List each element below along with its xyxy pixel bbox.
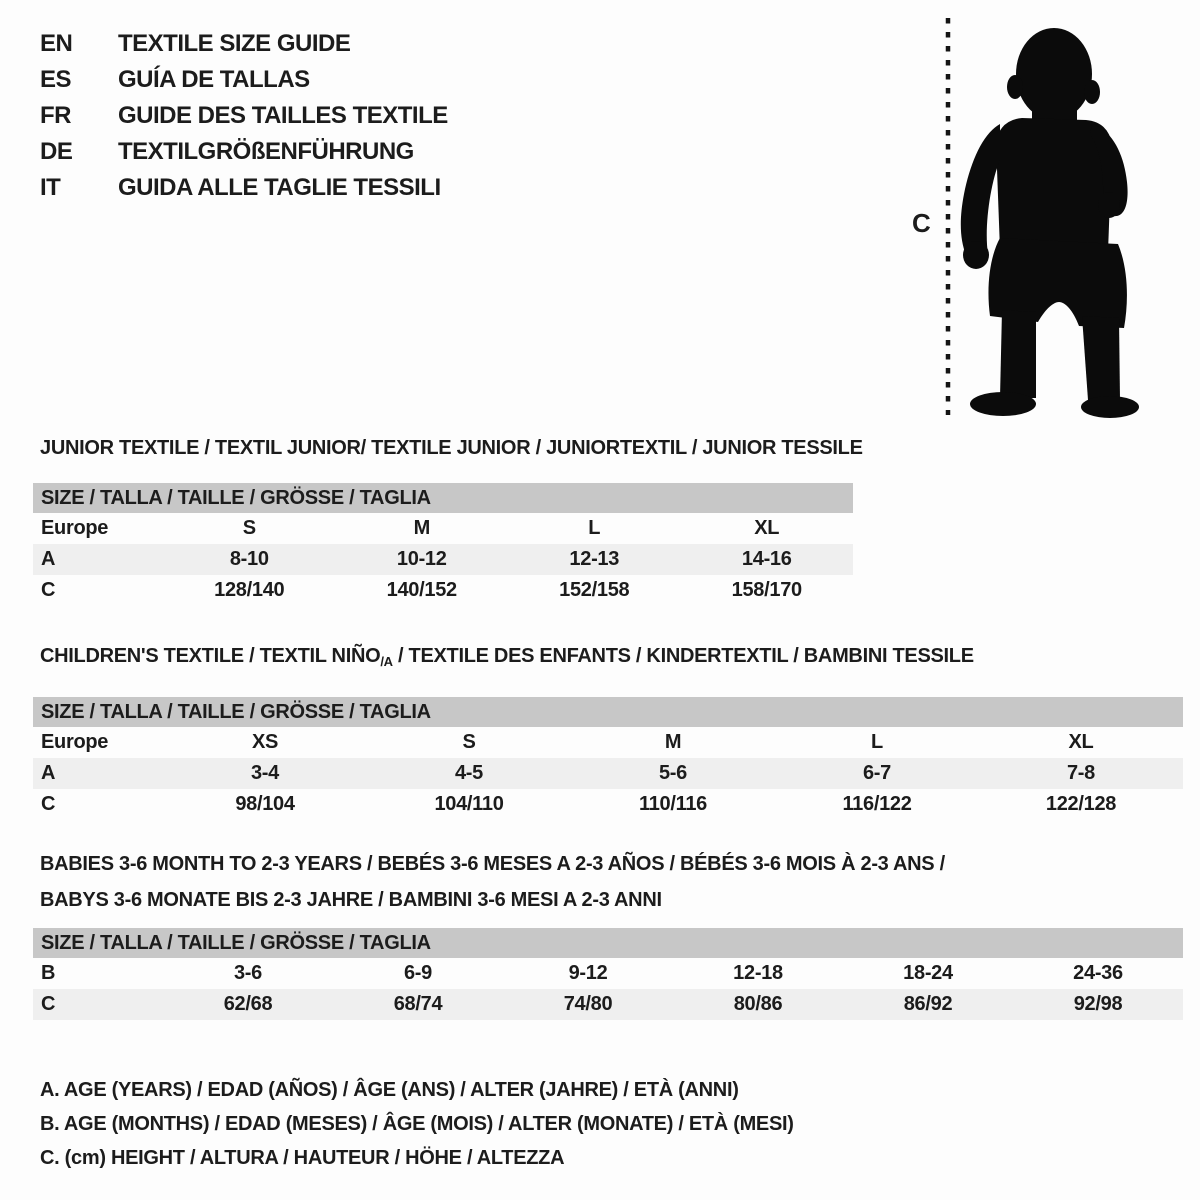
size-cell: M (413, 517, 430, 539)
table-row (33, 958, 1183, 989)
baby-height-figure (896, 12, 1158, 422)
size-cell: 4-5 (454, 762, 483, 784)
children-textile-section (33, 645, 1183, 820)
measure-legend (40, 1073, 794, 1175)
guide-title: TEXTILE SIZE GUIDE (118, 30, 351, 57)
legend-line-a: A. AGE (YEARS) / EDAD (AÑOS) / ÂGE (ANS) / ALTER (JAHRE) / ETÀ (ANNI) (40, 1079, 739, 1101)
size-cell: S (242, 517, 256, 539)
guide-title: TEXTILGRÖßENFÜHRUNG (118, 138, 414, 165)
lang-code: DE (40, 138, 73, 165)
size-cell: 24-36 (1073, 962, 1123, 984)
section-title: JUNIOR TEXTILE / TEXTIL JUNIOR/ TEXTILE JUNIOR / JUNIORTEXTIL / JUNIOR TESSILE (40, 437, 863, 459)
section-title (33, 645, 1183, 673)
row-label: Europe (41, 731, 109, 753)
size-cell: 5-6 (658, 762, 687, 784)
children-size-table (33, 727, 1183, 820)
row-label: C (41, 793, 56, 815)
title-text: / TEXTILE DES ENFANTS / KINDERTEXTIL / BAMBINI TESSILE (392, 645, 974, 667)
size-cell: 9-12 (568, 962, 608, 984)
size-cell: XL (1068, 731, 1094, 753)
size-cell: 6-7 (862, 762, 891, 784)
size-cell: XL (754, 517, 780, 539)
table-row (33, 758, 1183, 789)
title-subscript: /A (380, 654, 393, 669)
size-cell: M (664, 731, 682, 753)
lang-code: EN (40, 30, 73, 57)
guide-title: GUIDA ALLE TAGLIE TESSILI (118, 174, 441, 201)
table-row (33, 575, 853, 606)
legend-line-c: C. (cm) HEIGHT / ALTURA / HAUTEUR / HÖHE / ALTEZZA (40, 1147, 565, 1169)
toddler-silhouette-icon (896, 12, 1158, 422)
size-cell: 140/152 (386, 579, 457, 601)
size-cell: 74/80 (563, 993, 613, 1015)
table-row (33, 989, 1183, 1020)
size-cell: 12-13 (569, 548, 620, 570)
size-cell: 110/116 (639, 793, 707, 815)
size-header-bar: SIZE / TALLA / TAILLE / GRÖSSE / TAGLIA (33, 928, 1183, 958)
lang-code: ES (40, 66, 72, 93)
junior-textile-section (33, 437, 863, 606)
babies-textile-section (33, 846, 1183, 1020)
section-title (33, 846, 1183, 918)
title-line-1: BABIES 3-6 MONTH TO 2-3 YEARS / BEBÉS 3-6 MESES A 2-3 AÑOS / BÉBÉS 3-6 MOIS À 2-3 ANS / (40, 853, 945, 875)
size-cell: 128/140 (214, 579, 285, 601)
size-cell: 92/98 (1073, 993, 1123, 1015)
size-cell: 10-12 (396, 548, 447, 570)
table-row (33, 544, 853, 575)
row-label: A (41, 762, 56, 784)
height-measure-label: C (912, 208, 931, 238)
lang-code: IT (40, 174, 61, 201)
lang-row-de (40, 134, 448, 170)
size-cell: 8-10 (229, 548, 269, 570)
babies-size-table (33, 958, 1183, 1020)
title-line-2: BABYS 3-6 MONATE BIS 2-3 JAHRE / BAMBINI 3-6 MESI A 2-3 ANNI (40, 889, 662, 911)
language-title-list (40, 26, 448, 206)
guide-title: GUÍA DE TALLAS (118, 66, 310, 93)
lang-code: FR (40, 102, 71, 129)
size-cell: 14-16 (741, 548, 792, 570)
size-cell: 116/122 (842, 793, 912, 815)
size-cell: 12-18 (733, 962, 783, 984)
size-cell: 98/104 (235, 793, 295, 815)
size-cell: XS (251, 731, 279, 753)
size-cell: 158/170 (731, 579, 802, 601)
size-cell: 122/128 (1045, 793, 1117, 815)
table-row (33, 727, 1183, 758)
size-cell: 86/92 (903, 993, 953, 1015)
table-row (33, 789, 1183, 820)
row-label: C (41, 993, 56, 1015)
size-cell: 18-24 (903, 962, 953, 984)
lang-row-en (40, 26, 448, 62)
size-cell: S (462, 731, 476, 753)
lang-row-es (40, 62, 448, 98)
size-cell: L (871, 731, 883, 753)
junior-size-table (33, 513, 853, 606)
size-cell: 80/86 (733, 993, 783, 1015)
size-cell: 104/110 (434, 793, 504, 815)
size-cell: 3-6 (233, 962, 262, 984)
size-header-bar: SIZE / TALLA / TAILLE / GRÖSSE / TAGLIA (33, 697, 1183, 727)
table-row (33, 513, 853, 544)
title-text: CHILDREN'S TEXTILE / TEXTIL NIÑO (40, 645, 381, 667)
row-label: C (41, 579, 56, 601)
legend-line-b: B. AGE (MONTHS) / EDAD (MESES) / ÂGE (MOIS) / ALTER (MONATE) / ETÀ (MESI) (40, 1113, 794, 1135)
size-cell: L (588, 517, 601, 539)
size-cell: 152/158 (559, 579, 630, 601)
size-cell: 3-4 (250, 762, 279, 784)
size-cell: 6-9 (403, 962, 432, 984)
lang-row-it (40, 170, 448, 206)
row-label: A (41, 548, 56, 570)
size-header-bar: SIZE / TALLA / TAILLE / GRÖSSE / TAGLIA (33, 483, 853, 513)
size-cell: 68/74 (393, 993, 443, 1015)
size-cell: 7-8 (1066, 762, 1095, 784)
row-label: Europe (41, 517, 109, 539)
guide-title: GUIDE DES TAILLES TEXTILE (118, 102, 448, 129)
row-label: B (41, 962, 56, 984)
size-cell: 62/68 (223, 993, 273, 1015)
lang-row-fr (40, 98, 448, 134)
